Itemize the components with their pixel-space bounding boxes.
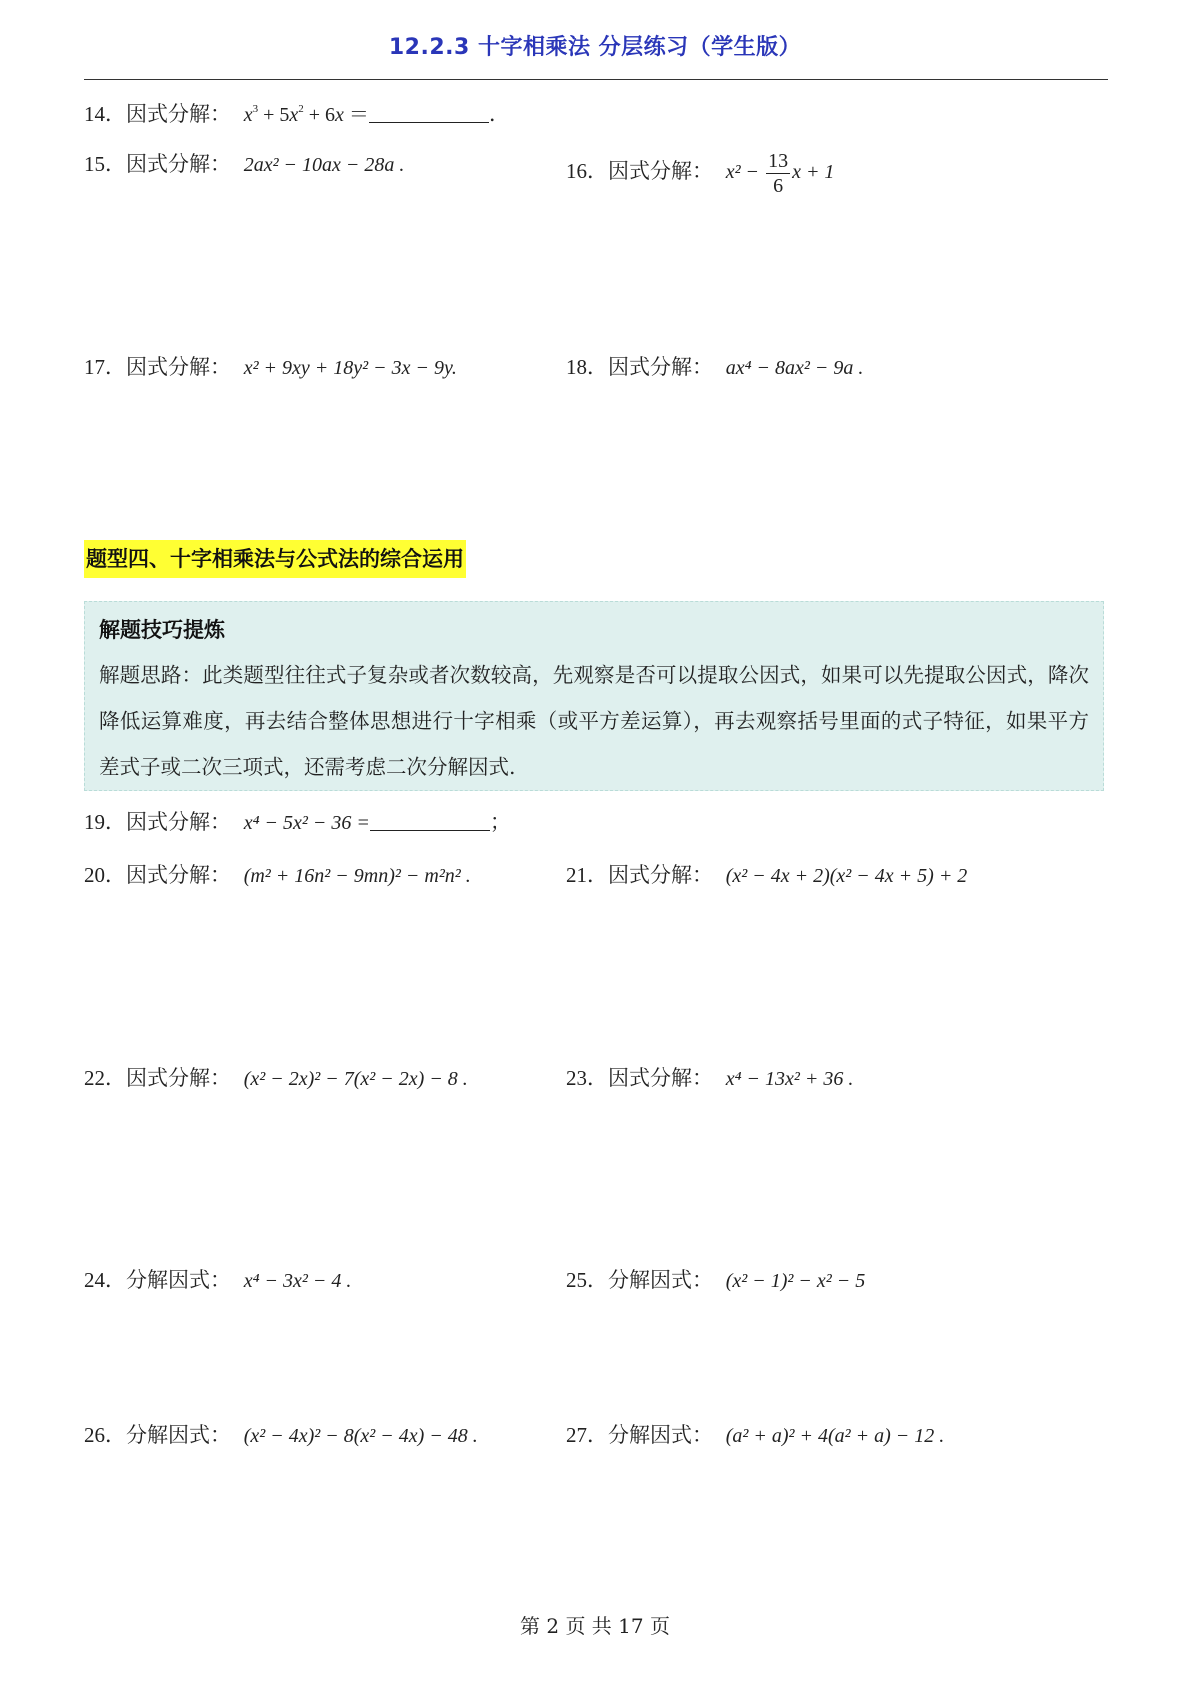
- question-label: 因式分解：: [126, 152, 231, 176]
- question-25: [566, 1265, 865, 1296]
- question-number: 21．: [566, 863, 608, 887]
- question-15: [84, 149, 404, 180]
- math-expression: (x² − 4x)² − 8(x² − 4x) − 48 .: [243, 1425, 478, 1447]
- question-14: [84, 94, 496, 130]
- question-end-mark: ；: [489, 810, 511, 834]
- math-expression: $x^3 + 5x^2 + 6x$ ＝: [243, 103, 369, 126]
- question-number: 26．: [84, 1423, 126, 1447]
- question-27: [566, 1420, 944, 1451]
- question-label: 因式分解：: [608, 355, 713, 379]
- question-label: 分解因式：: [126, 1423, 231, 1447]
- question-26: [84, 1420, 478, 1451]
- question-number: 25．: [566, 1268, 608, 1292]
- page-header-title: 12.2.3 十字相乘法 分层练习（学生版）: [388, 35, 802, 60]
- question-number: 27．: [566, 1423, 608, 1447]
- question-number: 20．: [84, 863, 126, 887]
- math-expression: ax⁴ − 8ax² − 9a .: [725, 357, 864, 379]
- math-expression: x² − $\frac{13}{6}$ x + 1: [725, 150, 835, 197]
- math-expression: x⁴ − 3x² − 4 .: [243, 1270, 352, 1292]
- question-number: 16．: [566, 159, 608, 184]
- math-expression: x⁴ − 13x² + 36 .: [725, 1068, 854, 1090]
- question-number: 19．: [84, 810, 126, 834]
- answer-blank[interactable]: [370, 812, 490, 831]
- question-label: 因式分解：: [608, 159, 713, 184]
- question-label: 因式分解：: [126, 810, 231, 834]
- question-label: 因式分解：: [126, 863, 231, 887]
- question-number: 17．: [84, 355, 126, 379]
- question-end-mark: .: [488, 102, 496, 126]
- page-footer: 第 2 页 共 17 页: [520, 1614, 670, 1638]
- question-number: 23．: [566, 1066, 608, 1090]
- math-expression: (x² − 2x)² − 7(x² − 2x) − 8 .: [243, 1068, 468, 1090]
- question-label: 因式分解：: [126, 102, 231, 126]
- math-expression: x⁴ − 5x² − 36 =: [243, 812, 370, 834]
- math-expression: x² + 9xy + 18y² − 3x − 9y.: [243, 357, 457, 379]
- answer-blank[interactable]: [369, 104, 489, 123]
- section-heading: 题型四、十字相乘法与公式法的综合运用: [84, 540, 466, 578]
- question-label: 因式分解：: [608, 1066, 713, 1090]
- question-number: 14．: [84, 102, 126, 126]
- question-17: [84, 352, 457, 383]
- question-18: [566, 352, 863, 383]
- question-number: 18．: [566, 355, 608, 379]
- question-20: [84, 860, 471, 891]
- question-label: 因式分解：: [126, 355, 231, 379]
- question-label: 分解因式：: [608, 1423, 713, 1447]
- tips-title: 解题技巧提炼: [99, 618, 225, 642]
- question-label: 分解因式：: [126, 1268, 231, 1292]
- question-24: [84, 1265, 351, 1296]
- question-16: [566, 149, 834, 198]
- question-22: [84, 1063, 468, 1094]
- math-expression: (a² + a)² + 4(a² + a) − 12 .: [725, 1425, 945, 1447]
- question-19: [84, 807, 511, 838]
- math-expression: (x² − 1)² − x² − 5: [725, 1270, 866, 1292]
- question-number: 22．: [84, 1066, 126, 1090]
- question-label: 分解因式：: [608, 1268, 713, 1292]
- tips-body: 解题思路：此类题型往往式子复杂或者次数较高，先观察是否可以提取公因式，如果可以先提取公因式，降次降低运算难度，再去结合整体思想进行十字相乘（或平方差运算），再去观察括号里面的式子特征，如果平方差式子或二次三项式，还需考虑二次分解因式.: [99, 663, 1089, 779]
- question-21: [566, 860, 967, 891]
- math-expression: (x² − 4x + 2)(x² − 4x + 5) + 2: [725, 865, 968, 887]
- math-expression: (m² + 16n² − 9mn)² − m²n² .: [243, 865, 471, 887]
- header-divider: [84, 79, 1108, 80]
- math-expression: 2ax² − 10ax − 28a .: [243, 154, 405, 176]
- question-label: 因式分解：: [126, 1066, 231, 1090]
- fraction: $\frac{13}{6}$: [768, 150, 789, 197]
- question-23: [566, 1063, 853, 1094]
- question-number: 15．: [84, 152, 126, 176]
- question-label: 因式分解：: [608, 863, 713, 887]
- tips-box: [84, 601, 1104, 791]
- question-number: 24．: [84, 1268, 126, 1292]
